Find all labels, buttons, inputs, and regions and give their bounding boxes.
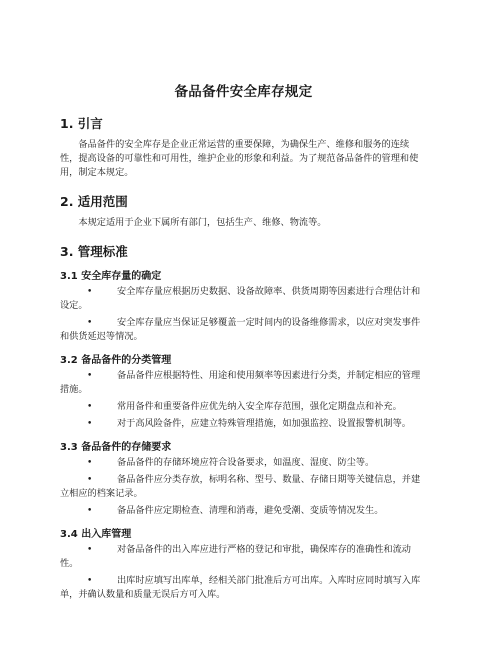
list-item <box>60 417 427 431</box>
list-item-text: 备品备件的存储环境应符合设备要求，如温度、湿度、防尘等。 <box>117 457 375 468</box>
list-item <box>60 473 427 501</box>
scope-paragraph: 本规定适用于企业下属所有部门，包括生产、维修、物流等。 <box>78 217 327 228</box>
bullet-icon: • <box>87 287 93 297</box>
bullet-icon: • <box>87 545 93 555</box>
list-item <box>60 456 427 470</box>
list-item <box>60 316 427 344</box>
subsection-heading: 3.2 备品备件的分类管理 <box>60 355 172 366</box>
document-title: 备品备件安全库存规定 <box>174 84 313 100</box>
bullet-icon: • <box>87 318 93 328</box>
subsection-heading: 3.1 安全库存量的确定 <box>60 271 162 282</box>
bullet-icon: • <box>87 402 93 412</box>
section-heading-intro: 1. 引言 <box>60 116 103 131</box>
list-item-text: 安全库存量应根据历史数据、设备故障率、供货周期等因素进行合理估计和设定。 <box>60 286 421 311</box>
list-item-text: 备品备件应定期检查、清理和消毒，避免受潮、变质等情况发生。 <box>117 505 384 516</box>
subsection-heading: 3.4 出入库管理 <box>60 529 132 540</box>
bullet-icon: • <box>87 576 93 586</box>
subsection-heading: 3.3 备品备件的存储要求 <box>60 442 172 453</box>
list-item <box>60 369 427 397</box>
bullet-icon: • <box>87 458 93 468</box>
list-item-text: 常用备件和重要备件应优先纳入安全库存范围，强化定期盘点和补充。 <box>117 401 402 412</box>
bullet-icon: • <box>87 419 93 429</box>
section-heading-scope: 2. 适用范围 <box>60 194 128 209</box>
bullet-icon: • <box>87 371 93 381</box>
bullet-icon: • <box>87 475 93 485</box>
list-item-text: 出库时应填写出库单，经相关部门批准后方可出库。入库时应同时填写入库单，并确认数量和质量无误后方可入库。 <box>60 575 421 600</box>
list-item <box>60 400 427 414</box>
bullet-list <box>60 285 427 344</box>
list-item-text: 对于高风险备件，应建立特殊管理措施，如加强监控、设置报警机制等。 <box>117 418 411 429</box>
bullet-list <box>60 369 427 431</box>
list-item <box>60 285 427 313</box>
list-item <box>60 543 427 571</box>
bullet-icon: • <box>87 506 93 516</box>
list-item-text: 对备品备件的出入库应进行严格的登记和审批，确保库存的准确性和流动性。 <box>60 544 411 569</box>
intro-paragraph: 备品备件的安全库存是企业正常运营的重要保障，为确保生产、维修和服务的连续性，提高设备的可靠性和可用性，维护企业的形象和利益。为了规范备品备件的管理和使用，制定本规定。 <box>60 139 419 178</box>
list-item-text: 备品备件应根据特性、用途和使用频率等因素进行分类，并制定相应的管理措施。 <box>60 370 421 395</box>
list-item-text: 安全库存量应当保证足够覆盖一定时间内的设备维修需求，以应对突发事件和供货延迟等情况。 <box>60 317 421 342</box>
list-item <box>60 574 427 602</box>
list-item <box>60 504 427 518</box>
list-item-text: 备品备件应分类存放，标明名称、型号、数量、存储日期等关键信息，并建立相应的档案记录。 <box>60 474 421 499</box>
bullet-list <box>60 456 427 518</box>
bullet-list <box>60 543 427 602</box>
section-heading-standards: 3. 管理标准 <box>60 244 128 259</box>
